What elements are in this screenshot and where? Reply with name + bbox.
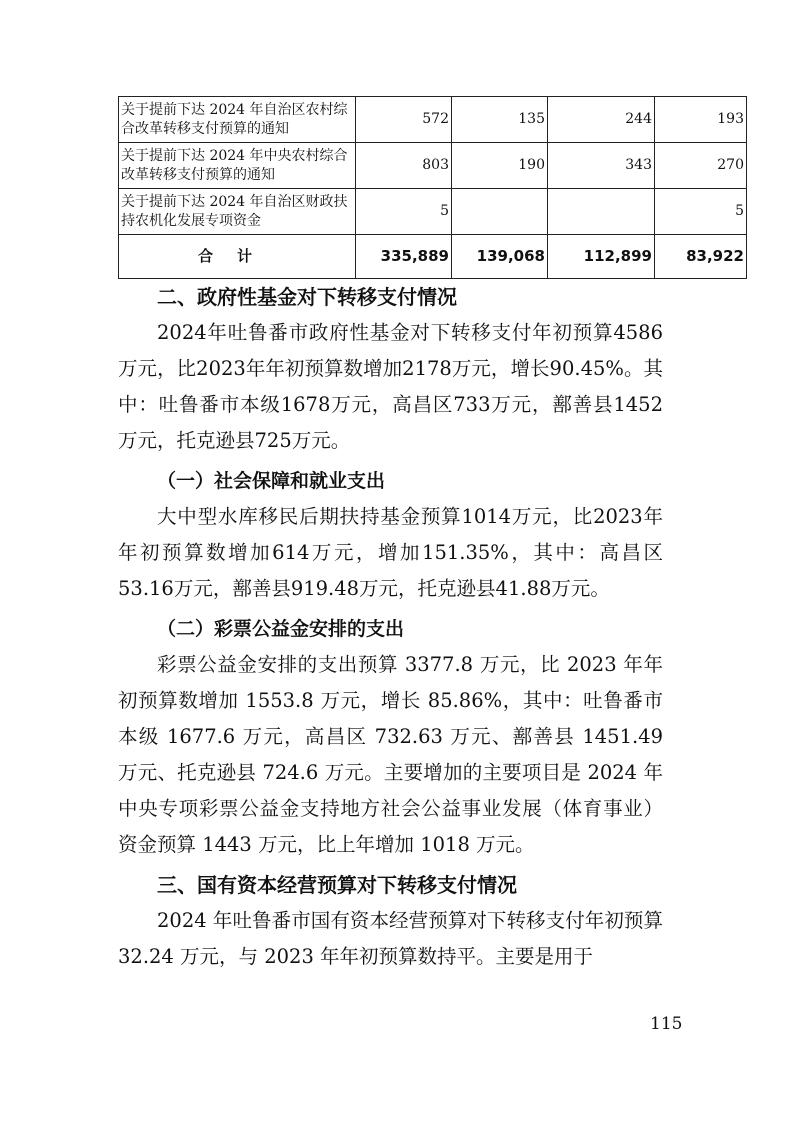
- subsection-heading-lottery-funds: （二）彩票公益金安排的支出: [157, 618, 405, 640]
- subsection-heading-social-security: （一）社会保障和就业支出: [157, 470, 386, 492]
- row-name: 关于提前下达 2024 年自治区农村综合改革转移支付预算的通知: [119, 97, 356, 143]
- row-value-col2: 135: [452, 97, 548, 143]
- total-value-col4: 83,922: [655, 235, 747, 279]
- table-total-row: [119, 235, 747, 279]
- row-value-col2: [452, 189, 548, 235]
- paragraph-lottery-funds: 彩票公益金安排的支出预算 3377.8 万元，比 2023 年年初预算数增加 1553.8 万元，增长 85.86%，其中：吐鲁番市本级 1677.6 万元，高昌区 732.63 万元、鄯善县 1451.49 万元、托克逊县 724.6 万元。主要增加的主要项目是 2024 年中央专项彩票公益金支持地方社会公益事业发展（体育事业）资金预算 1443 万元，比上年增加 1018 万元。: [118, 653, 663, 856]
- document-body: [118, 279, 663, 975]
- total-value-col3: 112,899: [548, 235, 655, 279]
- row-name: 关于提前下达 2024 年自治区财政扶持农机化发展专项资金: [119, 189, 356, 235]
- total-value-col2: 139,068: [452, 235, 548, 279]
- paragraph-government-funds: 2024年吐鲁番市政府性基金对下转移支付年初预算4586万元，比2023年年初预算数增加2178万元，增长90.45%。其中：吐鲁番市本级1678万元，高昌区733万元，鄯善县1452万元，托克逊县725万元。: [118, 321, 663, 452]
- row-value-col3: 343: [548, 143, 655, 189]
- section-heading-government-funds: 二、政府性基金对下转移支付情况: [157, 285, 457, 309]
- table-row: [119, 97, 747, 143]
- section-heading-state-capital: 三、国有资本经营预算对下转移支付情况: [157, 873, 517, 897]
- row-value-col4: 5: [655, 189, 747, 235]
- table-row: [119, 189, 747, 235]
- paragraph-social-security: 大中型水库移民后期扶持基金预算1014万元，比2023年年初预算数增加614万元，增加151.35%，其中：高昌区53.16万元，鄯善县919.48万元，托克逊县41.88万元。: [118, 505, 663, 600]
- row-value-total: 803: [356, 143, 452, 189]
- row-name: 关于提前下达 2024 年中央农村综合改革转移支付预算的通知: [119, 143, 356, 189]
- row-value-col4: 193: [655, 97, 747, 143]
- row-value-total: 5: [356, 189, 452, 235]
- total-value-total: 335,889: [356, 235, 452, 279]
- row-value-col3: [548, 189, 655, 235]
- total-label: 合计: [119, 235, 356, 279]
- row-value-total: 572: [356, 97, 452, 143]
- row-value-col2: 190: [452, 143, 548, 189]
- table-row: [119, 143, 747, 189]
- row-value-col3: 244: [548, 97, 655, 143]
- paragraph-state-capital: 2024 年吐鲁番市国有资本经营预算对下转移支付年初预算 32.24 万元，与 2023 年年初预算数持平。主要是用于: [118, 909, 663, 968]
- row-value-col4: 270: [655, 143, 747, 189]
- transfer-payment-table: [118, 96, 747, 279]
- page-number: 115: [650, 1014, 683, 1034]
